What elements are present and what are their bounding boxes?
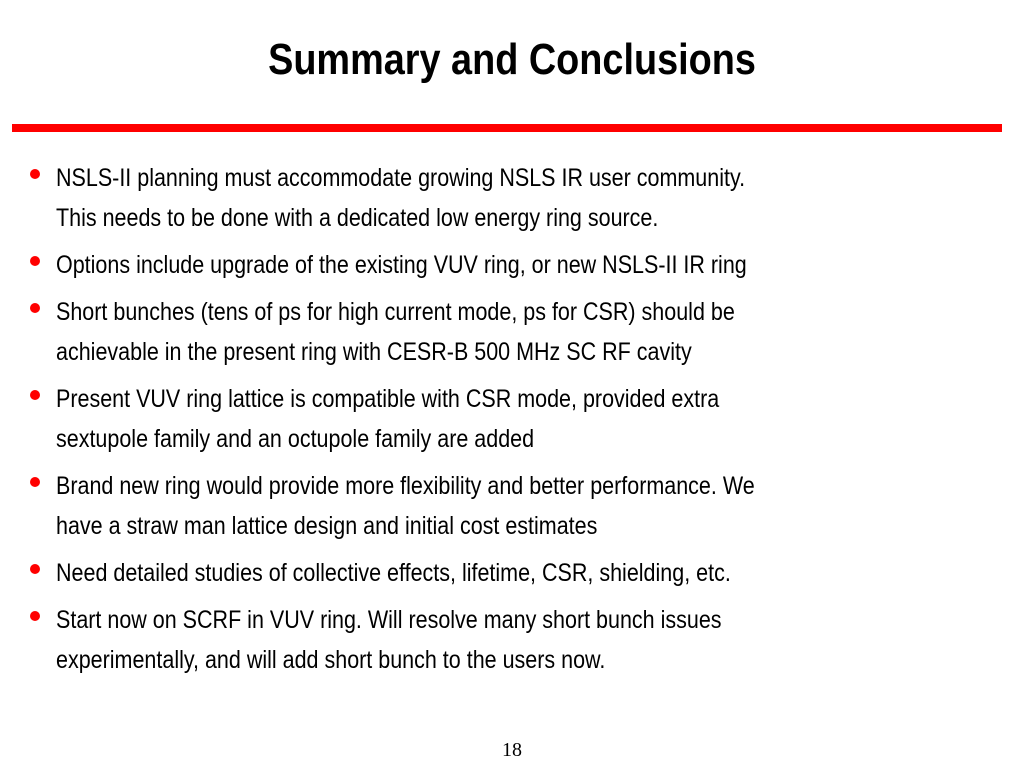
- bullet-dot-icon: [30, 477, 40, 487]
- bullet-dot-icon: [30, 303, 40, 313]
- bullet-item: [30, 158, 990, 238]
- bullet-dot-icon: [30, 564, 40, 574]
- bullet-line: Need detailed studies of collective effects, lifetime, CSR, shielding, etc.: [56, 559, 731, 587]
- bullet-line: Options include upgrade of the existing VUV ring, or new NSLS-II IR ring: [56, 251, 747, 279]
- title-divider: [12, 124, 1002, 132]
- bullet-item: [30, 600, 990, 680]
- page-number: 18: [502, 739, 522, 761]
- bullet-list: [30, 158, 990, 687]
- bullet-line: experimentally, and will add short bunch to the users now.: [56, 646, 606, 674]
- bullet-dot-icon: [30, 611, 40, 621]
- bullet-line: Present VUV ring lattice is compatible with CSR mode, provided extra: [56, 385, 720, 413]
- bullet-line: achievable in the present ring with CESR-B 500 MHz SC RF cavity: [56, 338, 692, 366]
- bullet-dot-icon: [30, 256, 40, 266]
- bullet-line: NSLS-II planning must accommodate growing NSLS IR user community.: [56, 164, 746, 192]
- bullet-line: Start now on SCRF in VUV ring. Will resolve many short bunch issues: [56, 606, 722, 634]
- bullet-line: Short bunches (tens of ps for high current mode, ps for CSR) should be: [56, 298, 735, 326]
- bullet-item: [30, 292, 990, 372]
- bullet-item: [30, 379, 990, 459]
- bullet-line: Brand new ring would provide more flexibility and better performance. We: [56, 472, 755, 500]
- bullet-dot-icon: [30, 390, 40, 400]
- bullet-line: sextupole family and an octupole family are added: [56, 425, 535, 453]
- slide-title: Summary and Conclusions: [268, 35, 756, 84]
- bullet-dot-icon: [30, 169, 40, 179]
- bullet-item: [30, 466, 990, 546]
- bullet-item: [30, 553, 990, 593]
- bullet-item: [30, 245, 990, 285]
- bullet-line: This needs to be done with a dedicated low energy ring source.: [56, 204, 659, 232]
- bullet-line: have a straw man lattice design and initial cost estimates: [56, 512, 598, 540]
